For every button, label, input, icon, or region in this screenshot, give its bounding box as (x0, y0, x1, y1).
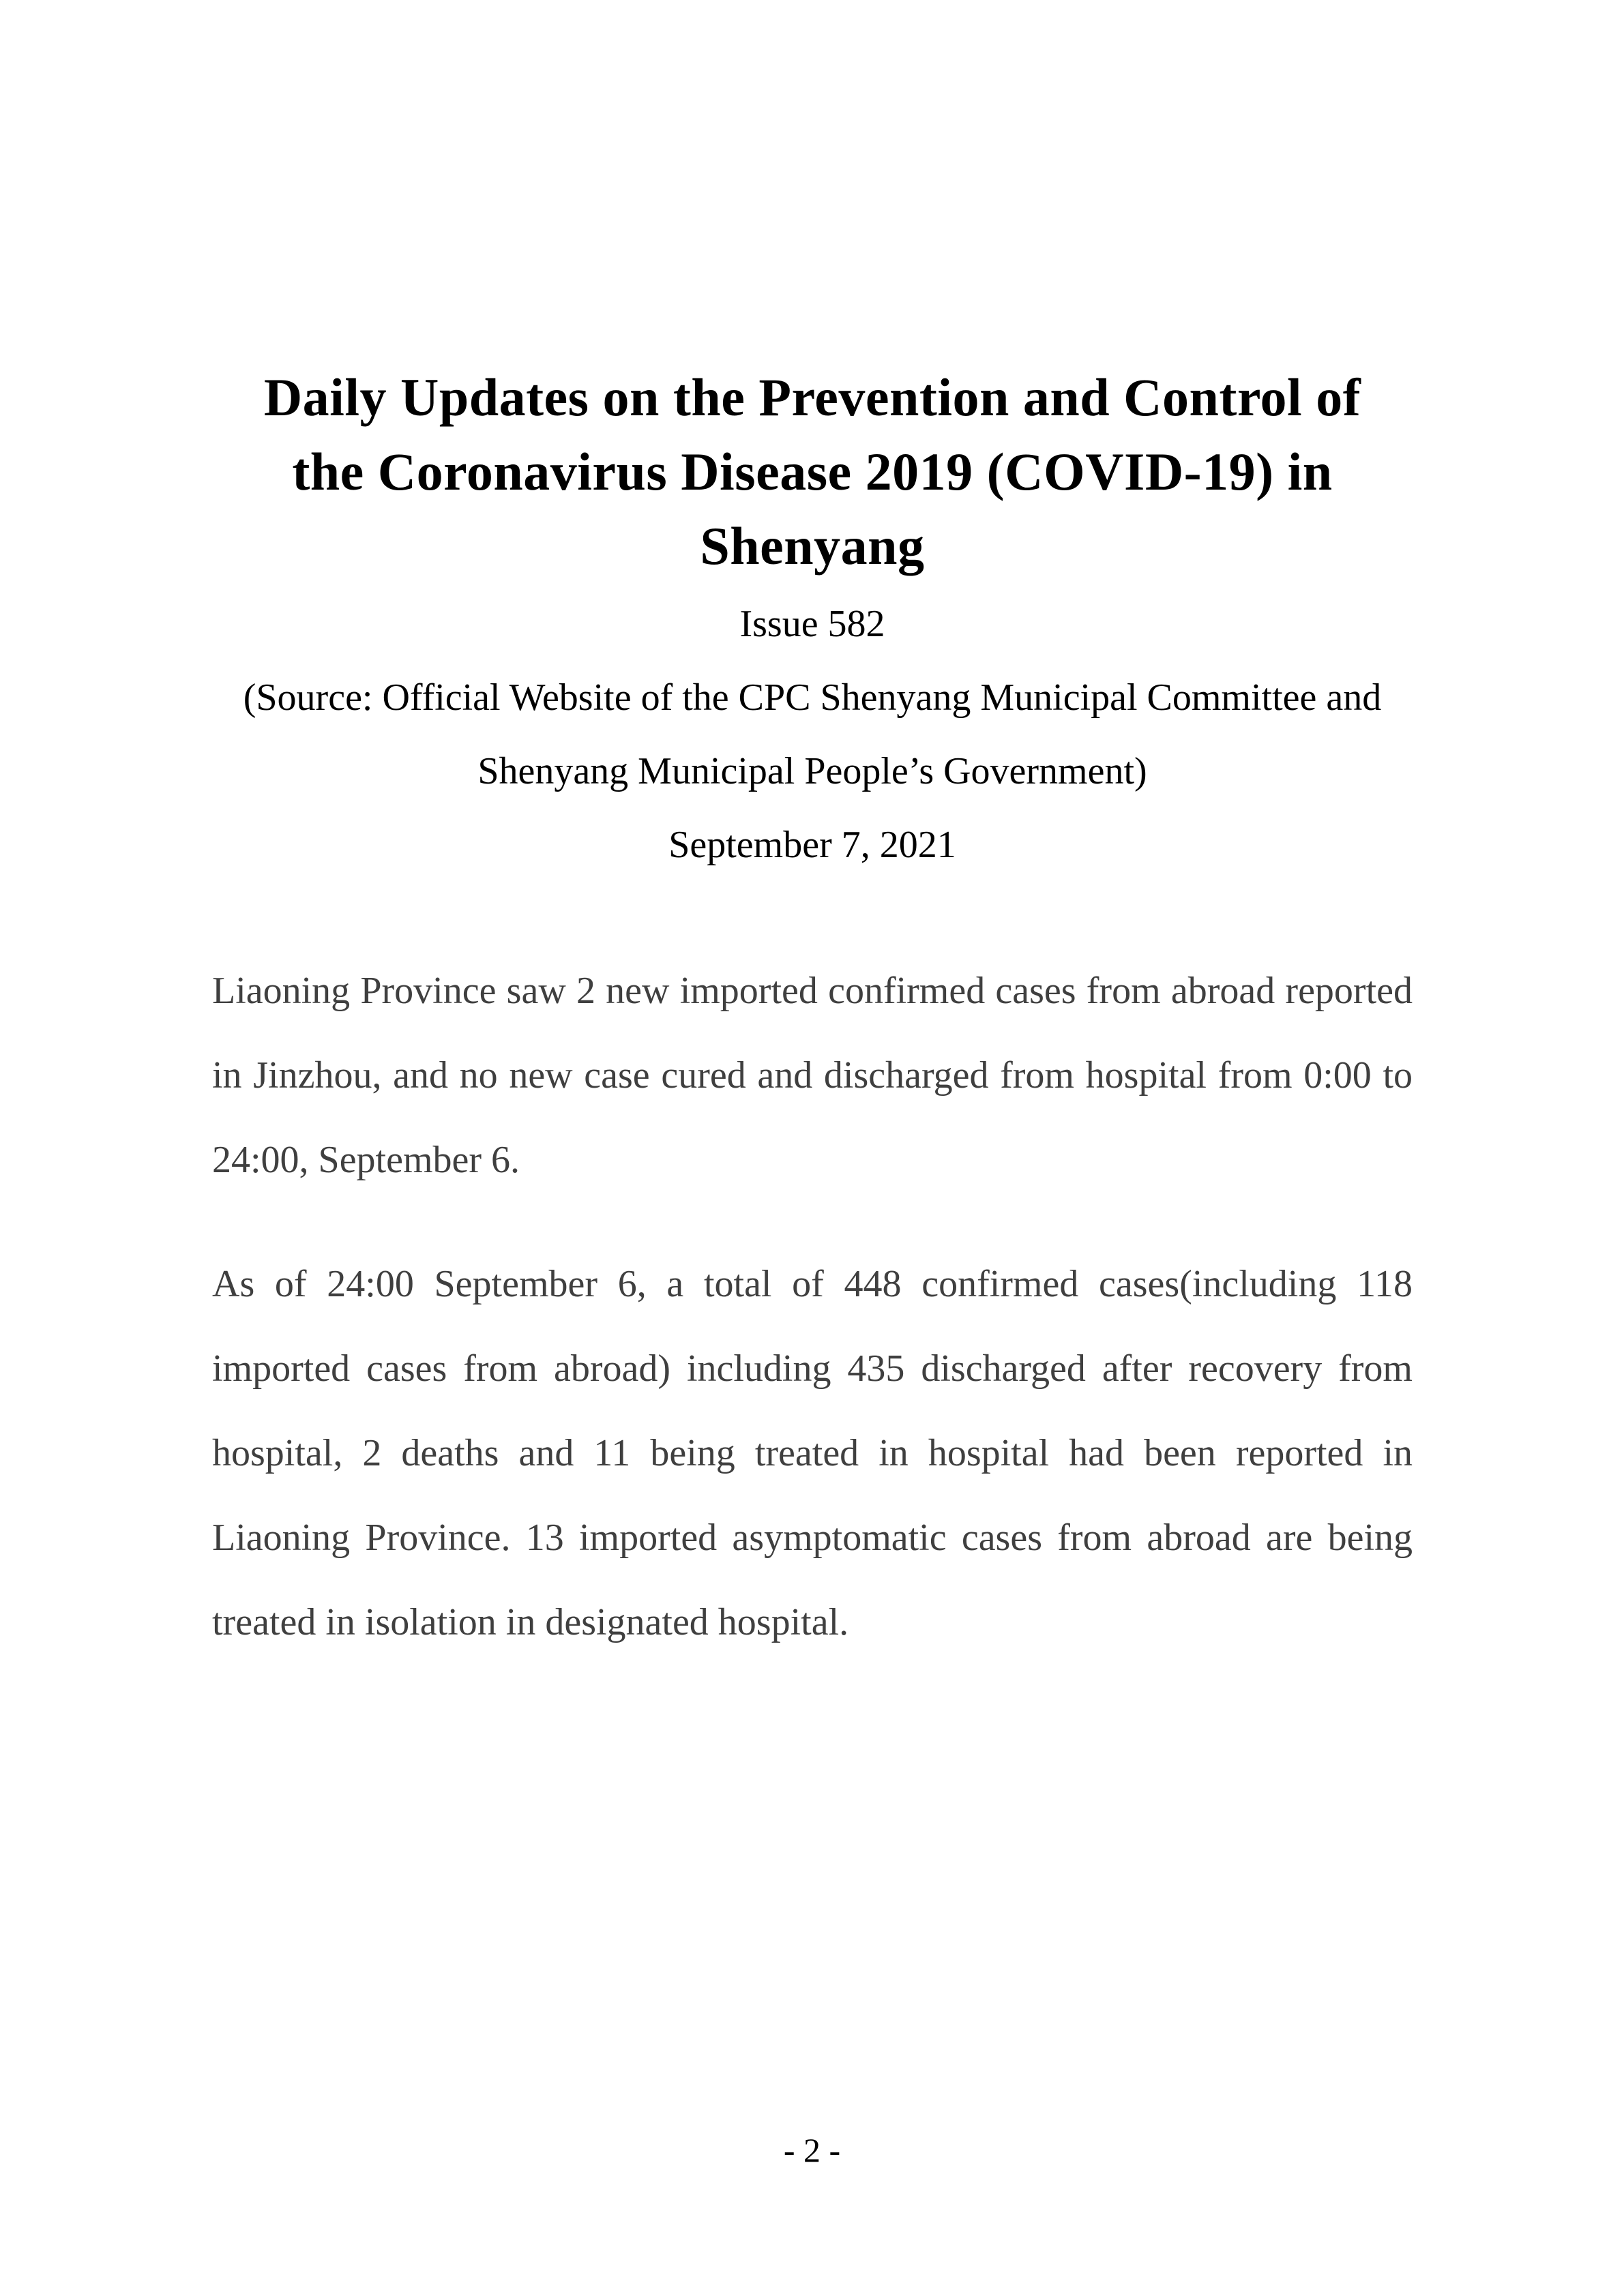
body-paragraph: As of 24:00 September 6, a total of 448 confirmed cases(including 118 imported cases from abroad) including 435 discharged after recovery from hospital, 2 deaths and 11 being treated in hospital had been reported in Liaoning Province. 13 imported asymptomatic cases from abroad are being treated in isolation in designated hospital. (212, 1263, 1413, 1643)
document-title-line: Shenyang (700, 516, 925, 576)
document-title-line: the Coronavirus Disease 2019 (COVID-19) in (292, 442, 1333, 501)
document-content (0, 360, 1624, 1665)
body-paragraph: Liaoning Province saw 2 new imported confirmed cases from abroad reported in Jinzhou, and no new case cured and discharged from hospital from 0:00 to 24:00, September 6. (212, 970, 1413, 1181)
document-title-line: Daily Updates on the Prevention and Control of (263, 368, 1361, 427)
document-title (212, 360, 1413, 583)
publication-date: September 7, 2021 (668, 824, 956, 866)
source-line: (Source: Official Website of the CPC Shenyang Municipal Committee and (243, 676, 1382, 719)
page-number: - 2 - (783, 2131, 841, 2169)
issue-number: Issue 582 (739, 603, 885, 645)
source-line: Shenyang Municipal People’s Government) (477, 750, 1147, 792)
document-subtitle (212, 587, 1413, 882)
